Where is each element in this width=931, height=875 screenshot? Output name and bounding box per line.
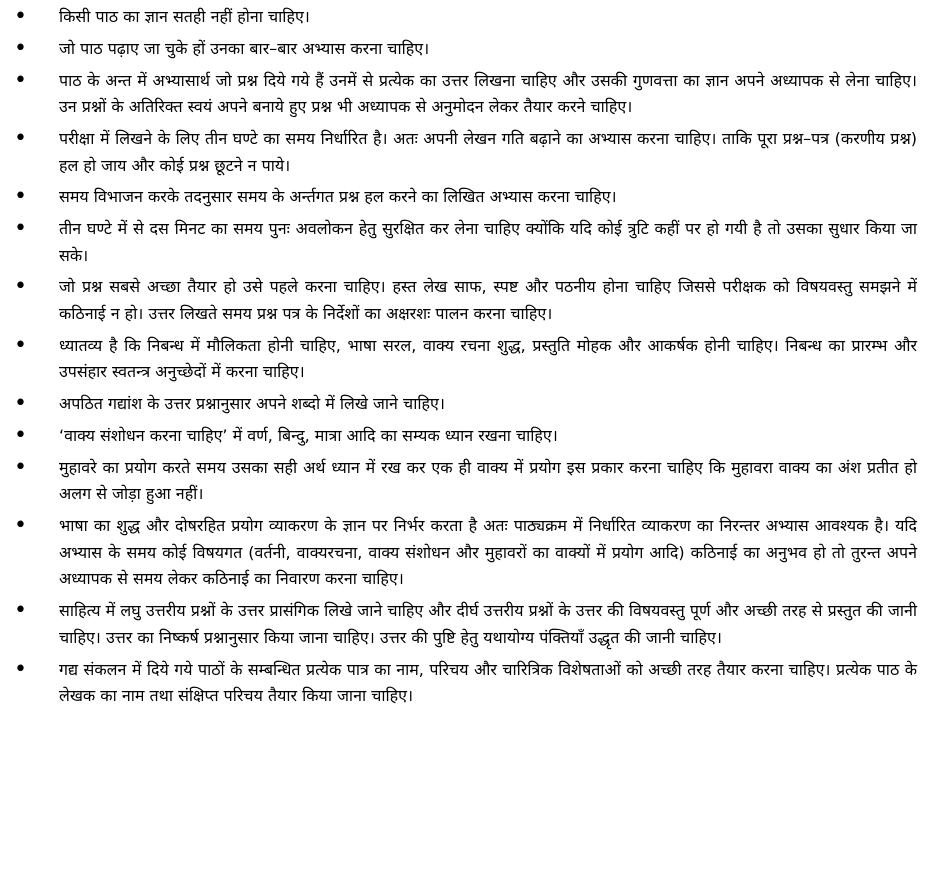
bullet-icon: • bbox=[14, 216, 27, 242]
list-item bbox=[12, 333, 917, 386]
list-item-text: साहित्य में लघु उत्तरीय प्रश्नों के उत्तर प्रासंगिक लिखे जाने चाहिए और दीर्घ उत्तरीय प्रश्नों के उत्तर की विषयवस्तु पूर्ण और अच्छी तरह से प्रस्तुत की जानी चाहिए। उत्तर का निष्कर्ष प्रश्नानुसार किया जाना चाहिए। उत्तर की पुष्टि हेतु यथायोग्य पंक्तियाँ उद्धृत की जानी चाहिए। bbox=[59, 601, 917, 647]
list-item bbox=[12, 657, 917, 710]
list-item-text: जो प्रश्न सबसे अच्छा तैयार हो उसे पहले करना चाहिए। हस्त लेख साफ, स्पष्ट और पठनीय होना चाहिए जिससे परीक्षक को विषयवस्तु समझने में कठिनाई न हो। उत्तर लिखते समय प्रश्न पत्र के निर्देशों का अक्षरशः पालन करना चाहिए। bbox=[59, 277, 917, 324]
list-item bbox=[12, 4, 917, 31]
list-item-text: ‘वाक्य संशोधन करना चाहिए’ में वर्ण, बिन्दु, मात्रा आदि का सम्यक ध्यान रखना चाहिए। bbox=[59, 426, 558, 445]
list-item-text: पाठ के अन्त में अभ्यासार्थ जो प्रश्न दिये गये हैं उनमें से प्रत्येक का उत्तर लिखना चाहिए और उसकी गुणवत्ता का ज्ञान अपने अध्यापक से लेना चाहिए। उन प्रश्नों के अतिरिक्त स्वयं अपने बनाये हुए प्रश्न भी अध्यापक से अनुमोदन लेकर तैयार करने चाहिए। bbox=[59, 70, 917, 117]
list-item bbox=[12, 216, 917, 269]
list-item-text: परीक्षा में लिखने के लिए तीन घण्टे का समय निर्धारित है। अतः अपनी लेखन गति बढ़ाने का अभ्यास करना चाहिए। ताकि पूरा प्रश्न–पत्र (करणीय प्रश्न) हल हो जाय और कोई प्रश्न छूटने न पाये। bbox=[59, 128, 917, 175]
list-item bbox=[12, 36, 917, 63]
list-item-text: जो पाठ पढ़ाए जा चुके हों उनका बार–बार अभ्यास करना चाहिए। bbox=[59, 38, 430, 58]
list-item bbox=[12, 184, 917, 211]
list-item-text: अपठित गद्यांश के उत्तर प्रश्नानुसार अपने शब्दो में लिखे जाने चाहिए। bbox=[59, 394, 445, 414]
bullet-icon: • bbox=[14, 67, 27, 93]
bullet-icon: • bbox=[14, 125, 27, 151]
list-item bbox=[12, 455, 917, 508]
list-item-text: ध्यातव्य है कि निबन्ध में मौलिकता होनी चाहिए, भाषा सरल, वाक्य रचना शुद्ध, प्रस्तुति मोहक और आकर्षक होनी चाहिए। निबन्ध का प्रारम्भ और उपसंहार स्वतन्त्र अनुच्छेदों में करना चाहिए। bbox=[59, 335, 917, 382]
list-item-text: किसी पाठ का ज्ञान सतही नहीं होना चाहिए। bbox=[59, 7, 310, 26]
bullet-icon: • bbox=[14, 454, 27, 480]
bullet-icon: • bbox=[14, 184, 27, 210]
instruction-list bbox=[12, 4, 917, 710]
bullet-icon: • bbox=[14, 513, 27, 539]
bullet-icon: • bbox=[14, 4, 27, 29]
bullet-icon: • bbox=[14, 598, 27, 624]
list-item bbox=[12, 598, 917, 651]
list-item-text: समय विभाजन करके तदनुसार समय के अर्न्तगत प्रश्न हल करने का लिखित अभ्यास करना चाहिए। bbox=[59, 187, 617, 207]
list-item bbox=[12, 274, 917, 327]
list-item bbox=[12, 126, 917, 179]
bullet-icon: • bbox=[14, 274, 27, 300]
list-item-text: मुहावरे का प्रयोग करते समय उसका सही अर्थ ध्यान में रख कर एक ही वाक्य में प्रयोग इस प्रकार करना चाहिए कि मुहावरा वाक्य का अंश प्रतीत हो अलग से जोड़ा हुआ नहीं। bbox=[59, 457, 917, 504]
list-item bbox=[12, 513, 917, 593]
bullet-icon: • bbox=[14, 656, 27, 682]
list-item bbox=[12, 391, 917, 418]
bullet-icon: • bbox=[14, 35, 27, 61]
bullet-icon: • bbox=[14, 332, 27, 358]
list-item-text: गद्य संकलन में दिये गये पाठों के सम्बन्धित प्रत्येक पात्र का नाम, परिचय और चारित्रिक विशेषताओं को अच्छी तरह तैयार करना चाहिए। प्रत्येक पाठ के लेखक का नाम तथा संक्षिप्त परिचय तैयार किया जाना चाहिए। bbox=[59, 659, 917, 706]
list-item bbox=[12, 68, 917, 121]
bullet-icon: • bbox=[14, 423, 27, 448]
list-item-text: भाषा का शुद्ध और दोषरहित प्रयोग व्याकरण के ज्ञान पर निर्भर करता है अतः पाठ्यक्रम में निर्धारित व्याकरण का निरन्तर अभ्यास आवश्यक है। यदि अभ्यास के समय कोई विषयगत (वर्तनी, वाक्यरचना, वाक्य संशोधन और मुहावरों का वाक्यों में प्रयोग आदि) कठिनाई का अनुभव हो तो तुरन्त अपने अध्यापक से समय लेकर कठिनाई का निवारण करना चाहिए। bbox=[59, 516, 917, 589]
list-item-text: तीन घण्टे में से दस मिनट का समय पुनः अवलोकन हेतु सुरक्षित कर लेना चाहिए क्योंकि यदि कोई त्रुटि कहीं पर हो गयी है तो उसका सुधार किया जा सके। bbox=[59, 219, 917, 265]
list-item bbox=[12, 423, 917, 450]
bullet-icon: • bbox=[14, 391, 27, 417]
